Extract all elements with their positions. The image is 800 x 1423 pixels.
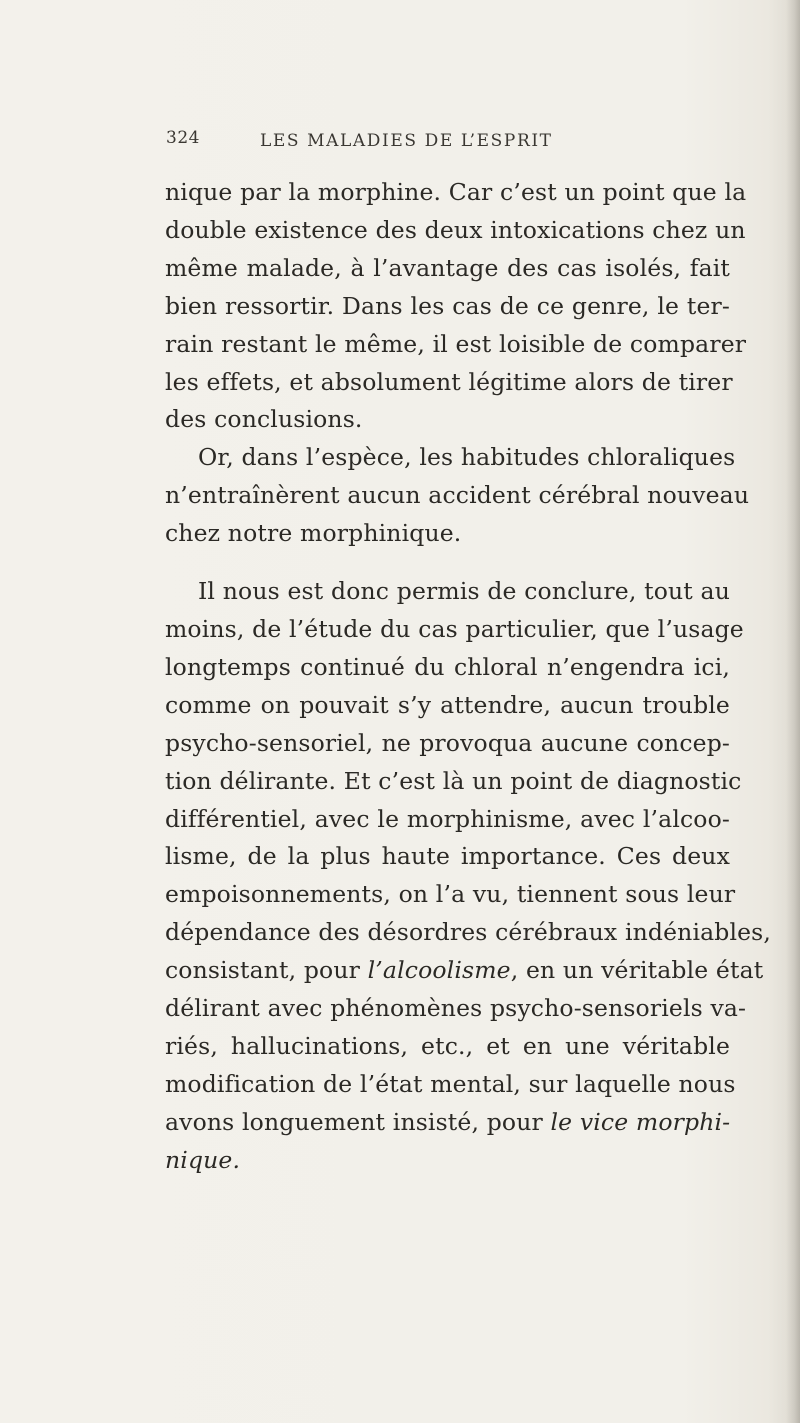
text-line: Il nous est donc permis de conclure, tout au bbox=[198, 577, 730, 606]
text-segment: , en un véritable état bbox=[510, 956, 764, 985]
text-line: tion délirante. Et c’est là un point de diagnostic bbox=[165, 766, 742, 795]
text-line: dépendance des désordres cérébraux indéniables, bbox=[165, 918, 772, 947]
text-line: même malade, à l’avantage des cas isolés, fait bbox=[165, 253, 730, 282]
text-line: empoisonnements, on l’a vu, tiennent sous leur bbox=[165, 880, 736, 909]
text-line: psycho-sensoriel, ne provoqua aucune concep- bbox=[165, 728, 730, 757]
text-line: nique par la morphine. Car c’est un point que la bbox=[165, 178, 747, 206]
text-line: différentiel, avec le morphinisme, avec l’alcoo- bbox=[165, 804, 730, 833]
italic-term: le vice morphi- bbox=[550, 1107, 731, 1136]
paragraph-2 bbox=[165, 439, 750, 553]
text-line: bien ressortir. Dans les cas de ce genre, le ter- bbox=[165, 291, 730, 320]
body-text bbox=[165, 174, 772, 1180]
text-line: n’entraînèrent aucun accident cérébral nouveau bbox=[165, 481, 750, 510]
text-line: des conclusions. bbox=[165, 405, 363, 434]
text-line: double existence des deux intoxications chez un bbox=[165, 215, 746, 244]
paragraph-3 bbox=[165, 573, 772, 1180]
text-line: riés, hallucinations, etc., et en une véritable bbox=[165, 1031, 730, 1060]
text-line: longtemps continué du chloral n’engendra ici, bbox=[165, 652, 730, 681]
text-line bbox=[165, 1104, 730, 1142]
italic-term: l’alcoolisme bbox=[367, 956, 511, 985]
text-segment: consistant, pour bbox=[165, 956, 368, 985]
text-line: les effets, et absolument légitime alors de tirer bbox=[165, 367, 733, 396]
text-line: rain restant le même, il est loisible de comparer bbox=[165, 329, 747, 358]
text-line: moins, de l’étude du cas particulier, que l’usage bbox=[165, 614, 744, 643]
text-line: lisme, de la plus haute importance. Ces deux bbox=[165, 842, 730, 871]
text-line: Or, dans l’espèce, les habitudes chloraliques bbox=[198, 443, 736, 472]
text-line: modification de l’état mental, sur laquelle nous bbox=[165, 1069, 736, 1098]
page-edge-shadow bbox=[786, 0, 800, 1423]
running-title: LES MALADIES DE L’ESPRIT bbox=[260, 131, 553, 151]
text-segment: avons longuement insisté, pour bbox=[165, 1107, 551, 1136]
text-line bbox=[165, 952, 764, 990]
text-line: chez notre morphinique. bbox=[165, 519, 462, 548]
italic-term: nique. bbox=[165, 1145, 241, 1174]
page-number: 324 bbox=[166, 128, 200, 148]
text-line: comme on pouvait s’y attendre, aucun trouble bbox=[165, 690, 730, 719]
page-header bbox=[166, 128, 696, 158]
text-line bbox=[165, 1142, 730, 1180]
paragraph-1 bbox=[165, 174, 747, 439]
text-line: délirant avec phénomènes psycho-sensoriels va- bbox=[165, 994, 747, 1023]
